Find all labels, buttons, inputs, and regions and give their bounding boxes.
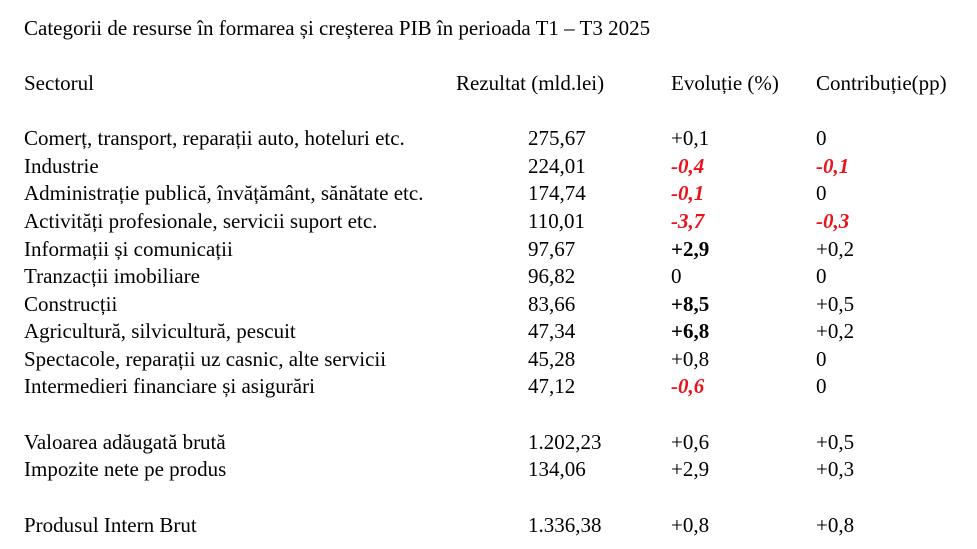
table-row xyxy=(0,208,977,234)
row-value: 134,06 xyxy=(528,457,586,481)
row-sector: Valoarea adăugată brută xyxy=(24,430,226,454)
table-row xyxy=(0,318,977,344)
total-row xyxy=(0,429,977,455)
row-contribution: 0 xyxy=(816,264,827,288)
header-sector: Sectorul xyxy=(24,71,94,95)
row-evolution: +0,1 xyxy=(671,126,710,150)
row-evolution: -0,4 xyxy=(671,154,705,178)
header-contribution: Contribuție(pp) xyxy=(816,71,947,95)
row-sector: Spectacole, reparații uz casnic, alte servicii xyxy=(24,347,387,371)
row-evolution: +8,5 xyxy=(671,292,710,316)
row-evolution: -3,7 xyxy=(671,209,705,233)
table-row xyxy=(0,373,977,399)
row-value: 224,01 xyxy=(528,154,586,178)
row-evolution: +2,9 xyxy=(671,237,710,261)
row-value: 97,67 xyxy=(528,237,576,261)
row-value: 47,12 xyxy=(528,374,576,398)
row-contribution: 0 xyxy=(816,374,827,398)
row-value: 1.202,23 xyxy=(528,430,602,454)
row-value: 275,67 xyxy=(528,126,586,150)
table-row xyxy=(0,125,977,151)
table-row xyxy=(0,236,977,262)
row-value: 83,66 xyxy=(528,292,576,316)
table-row xyxy=(0,180,977,206)
row-value: 47,34 xyxy=(528,319,576,343)
row-evolution: -0,1 xyxy=(671,181,705,205)
row-sector: Intermedieri financiare și asigurări xyxy=(24,374,315,398)
row-evolution: 0 xyxy=(671,264,682,288)
row-value: 110,01 xyxy=(528,209,585,233)
page-title: Categorii de resurse în formarea și creșterea PIB în perioada T1 – T3 2025 xyxy=(24,16,651,40)
row-sector: Impozite nete pe produs xyxy=(24,457,227,481)
row-sector: Tranzacții imobiliare xyxy=(24,264,200,288)
table-row xyxy=(0,263,977,289)
row-contribution: -0,3 xyxy=(816,209,850,233)
table-row xyxy=(0,153,977,179)
row-contribution: +0,5 xyxy=(816,292,855,316)
row-sector: Industrie xyxy=(24,154,99,178)
row-contribution: 0 xyxy=(816,347,827,371)
row-evolution: +0,8 xyxy=(671,347,710,371)
header-value: Rezultat (mld.lei) xyxy=(456,71,605,95)
row-value: 1.336,38 xyxy=(528,513,602,537)
row-value: 96,82 xyxy=(528,264,576,288)
table-row xyxy=(0,346,977,372)
row-sector: Produsul Intern Brut xyxy=(24,513,197,537)
gdp-row xyxy=(0,512,977,538)
row-sector: Administrație publică, învățământ, sănătate etc. xyxy=(24,181,424,205)
row-sector: Comerț, transport, reparații auto, hoteluri etc. xyxy=(24,126,405,150)
table-row xyxy=(0,291,977,317)
table-header xyxy=(0,70,977,96)
row-contribution: +0,2 xyxy=(816,237,855,261)
row-evolution: +0,6 xyxy=(671,430,710,454)
row-value: 174,74 xyxy=(528,181,586,205)
row-evolution: -0,6 xyxy=(671,374,705,398)
row-sector: Agricultură, silvicultură, pescuit xyxy=(24,319,296,343)
row-contribution: +0,8 xyxy=(816,513,855,537)
row-sector: Informații și comunicații xyxy=(24,237,233,261)
row-evolution: +6,8 xyxy=(671,319,710,343)
row-evolution: +0,8 xyxy=(671,513,710,537)
row-contribution: -0,1 xyxy=(816,154,850,178)
row-contribution: +0,5 xyxy=(816,430,855,454)
row-contribution: 0 xyxy=(816,181,827,205)
row-contribution: +0,3 xyxy=(816,457,855,481)
row-contribution: 0 xyxy=(816,126,827,150)
total-row xyxy=(0,456,977,482)
row-sector: Activități profesionale, servicii suport etc. xyxy=(24,209,378,233)
row-value: 45,28 xyxy=(528,347,576,371)
row-evolution: +2,9 xyxy=(671,457,710,481)
row-sector: Construcții xyxy=(24,292,118,316)
header-evolution: Evoluție (%) xyxy=(671,71,779,95)
row-contribution: +0,2 xyxy=(816,319,855,343)
